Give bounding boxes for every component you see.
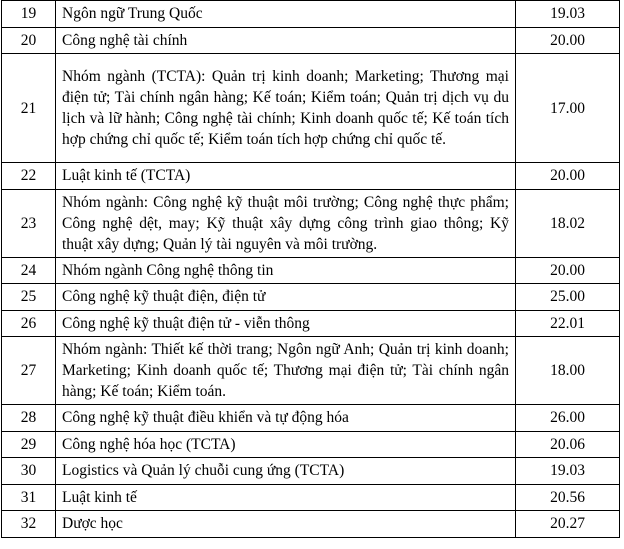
program-name: Nhóm ngành: Thiết kế thời trang; Ngôn ngữ Anh; Quản trị kinh doanh; Marketing; Kinh doanh quốc tế; Thương mại điện tử; Tài chính ngân hàng; Kế toán; Kiểm toán. <box>56 337 516 405</box>
benchmark-score: 18.00 <box>516 337 620 405</box>
benchmark-score: 17.00 <box>516 54 620 163</box>
benchmark-score: 20.00 <box>516 27 620 54</box>
benchmark-score: 26.00 <box>516 405 620 432</box>
row-number: 29 <box>2 431 56 458</box>
program-name: Dược học <box>56 511 516 538</box>
row-number: 32 <box>2 511 56 538</box>
table-row <box>2 163 620 190</box>
row-number: 28 <box>2 405 56 432</box>
benchmark-score: 25.00 <box>516 284 620 311</box>
program-name: Logistics và Quản lý chuỗi cung ứng (TCTA) <box>56 458 516 485</box>
benchmark-score: 20.00 <box>516 257 620 284</box>
row-number: 20 <box>2 27 56 54</box>
program-name: Nhóm ngành Công nghệ thông tin <box>56 257 516 284</box>
table-row <box>2 27 620 54</box>
benchmark-score: 19.03 <box>516 1 620 28</box>
program-name: Ngôn ngữ Trung Quốc <box>56 1 516 28</box>
row-number: 22 <box>2 163 56 190</box>
program-name: Nhóm ngành (TCTA): Quản trị kinh doanh; Marketing; Thương mại điện tử; Tài chính ngân hàng; Kế toán; Kiểm toán; Quản trị dịch vụ du lịch và lữ hành; Công nghệ tài chính; Kinh doanh quốc tế; Kế toán tích hợp chứng chỉ quốc tế; Kiểm toán tích hợp chứng chỉ quốc tế. <box>56 54 516 163</box>
table-row <box>2 511 620 538</box>
row-number: 24 <box>2 257 56 284</box>
row-number: 23 <box>2 189 56 257</box>
row-number: 30 <box>2 458 56 485</box>
table-row <box>2 257 620 284</box>
table-row <box>2 1 620 28</box>
table-row <box>2 484 620 511</box>
benchmark-score: 19.03 <box>516 458 620 485</box>
benchmark-score: 20.00 <box>516 163 620 190</box>
program-name: Luật kinh tế <box>56 484 516 511</box>
program-name: Nhóm ngành: Công nghệ kỹ thuật môi trường; Công nghệ thực phẩm; Công nghệ dệt, may; Kỹ thuật xây dựng công trình giao thông; Kỹ thuật xây dựng; Quản lý tài nguyên và môi trường. <box>56 189 516 257</box>
table-row <box>2 405 620 432</box>
table-row <box>2 189 620 257</box>
benchmark-score: 22.01 <box>516 310 620 337</box>
row-number: 21 <box>2 54 56 163</box>
program-name: Công nghệ kỹ thuật điện tử - viễn thông <box>56 310 516 337</box>
program-name: Công nghệ tài chính <box>56 27 516 54</box>
row-number: 26 <box>2 310 56 337</box>
benchmark-score: 20.56 <box>516 484 620 511</box>
program-name: Công nghệ kỹ thuật điện, điện tử <box>56 284 516 311</box>
table-row <box>2 54 620 163</box>
program-name: Công nghệ hóa học (TCTA) <box>56 431 516 458</box>
benchmark-score: 18.02 <box>516 189 620 257</box>
row-number: 27 <box>2 337 56 405</box>
benchmark-score: 20.06 <box>516 431 620 458</box>
program-name: Luật kinh tế (TCTA) <box>56 163 516 190</box>
table-row <box>2 284 620 311</box>
row-number: 25 <box>2 284 56 311</box>
benchmark-score: 20.27 <box>516 511 620 538</box>
program-name: Công nghệ kỹ thuật điều khiển và tự động hóa <box>56 405 516 432</box>
table-row <box>2 458 620 485</box>
admission-score-table <box>1 0 620 538</box>
row-number: 31 <box>2 484 56 511</box>
table-row <box>2 310 620 337</box>
table-row <box>2 431 620 458</box>
table-row <box>2 337 620 405</box>
row-number: 19 <box>2 1 56 28</box>
